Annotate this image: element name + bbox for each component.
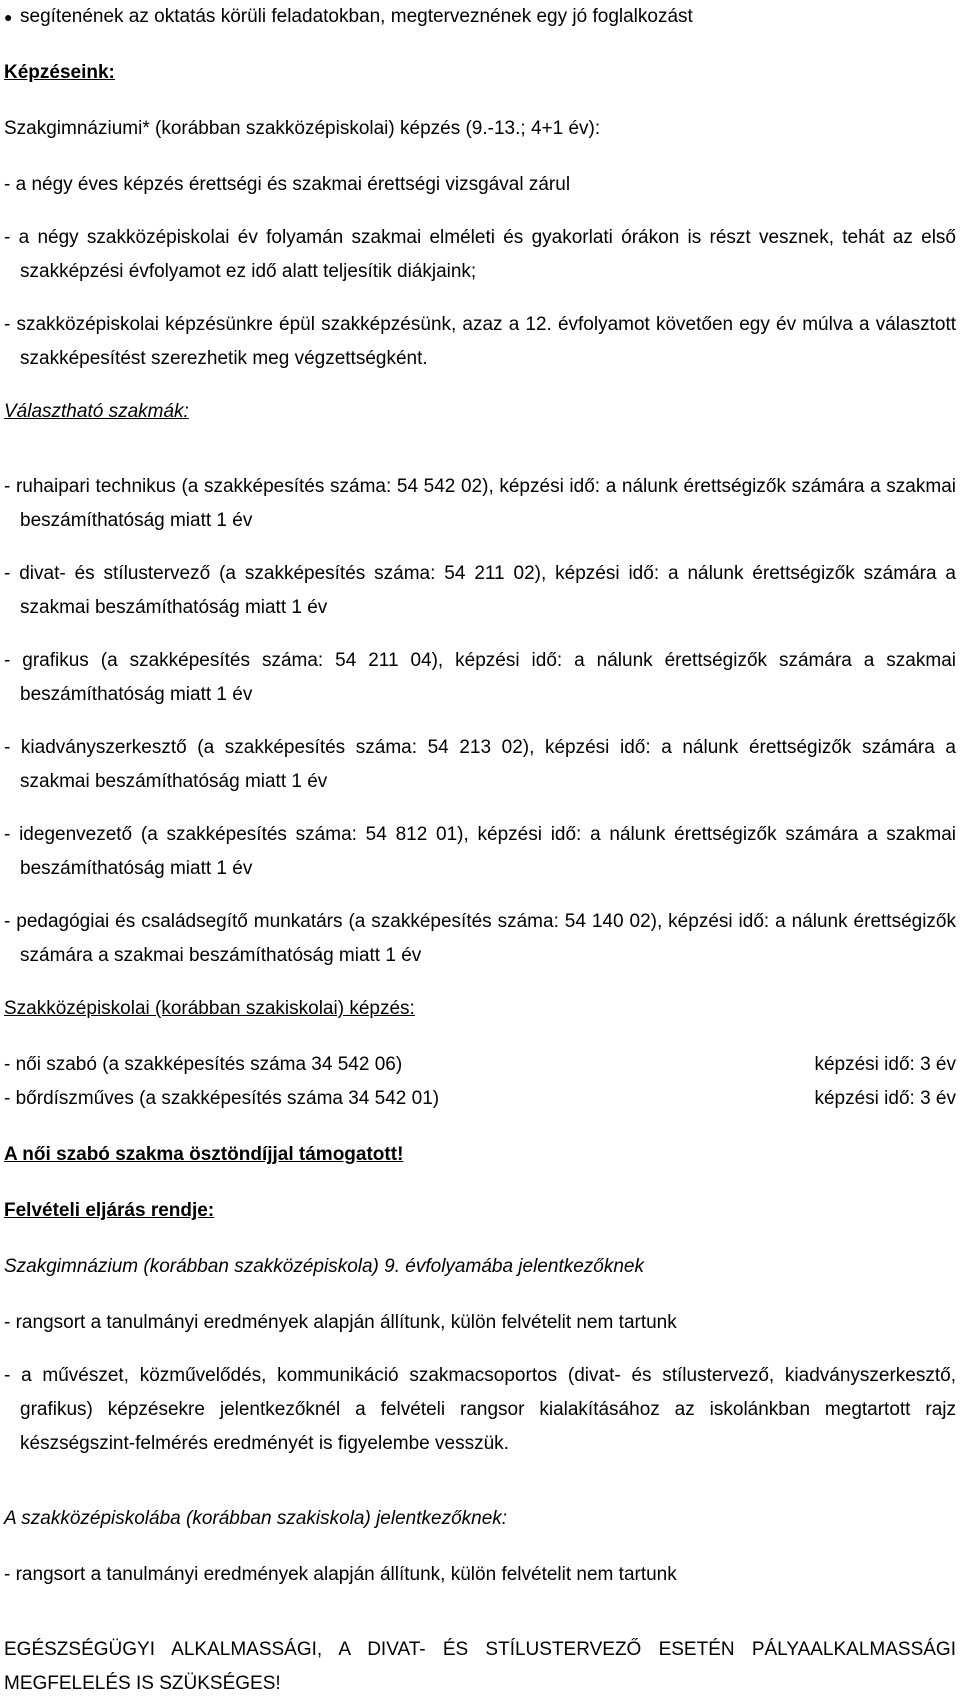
felveteli-szakgimn-item-1: - rangsort a tanulmányi eredmények alapján állítunk, külön felvételit nem tartunk — [4, 1312, 677, 1333]
szakgimn-item-2: - a négy szakközépiskolai év folyamán szakmai elméleti és gyakorlati órákon is részt vesznek, tehát az első szakképzési évfolyamot ez idő alatt teljesítik diákjaink; — [4, 227, 956, 282]
intro-bullet-item — [4, 0, 956, 34]
felveteli-szakkozep-heading: A szakközépiskolába (korábban szakiskola) jelentkezőknek: — [4, 1508, 508, 1529]
szakkozep-row-left: - bőrdíszműves (a szakképesítés száma 34 542 01) — [4, 1088, 440, 1109]
felveteli-szakgimn-heading: Szakgimnázium (korábban szakközépiskola) 9. évfolyamába jelentkezőknek — [4, 1256, 644, 1277]
szakgimn-item-3: - szakközépiskolai képzésünkre épül szakképzésünk, azaz a 12. évfolyamot követően egy év múlva a választott szakképesítést szerezhetik meg végzettségként. — [4, 314, 956, 369]
osztondij-note: A női szabó szakma ösztöndíjjal támogatott! — [4, 1144, 404, 1165]
bullet-icon: ● — [4, 9, 13, 25]
szakma-item-divat: - divat- és stílustervező (a szakképesítés száma: 54 211 02), képzési idő: a nálunk érettségizők számára a szakmai beszámíthatóság miatt 1 év — [4, 563, 956, 618]
szakma-item-idegenvezeto: - idegenvezető (a szakképesítés száma: 54 812 01), képzési idő: a nálunk érettségizők számára a szakmai beszámíthatóság miatt 1 év — [4, 824, 956, 879]
intro-bullet-text: segítenének az oktatás körüli feladatokban, megterveznének egy jó foglalkozást — [20, 6, 693, 27]
szakkozep-row-bordiszmuves — [4, 1082, 956, 1116]
felveteli-heading: Felvételi eljárás rendje: — [4, 1200, 215, 1221]
szakkozep-row-right: képzési idő: 3 év — [814, 1088, 956, 1109]
felveteli-szakkozep-item-1: - rangsort a tanulmányi eredmények alapján állítunk, külön felvételit nem tartunk — [4, 1564, 677, 1585]
szakma-item-kiadvany: - kiadványszerkesztő (a szakképesítés száma: 54 213 02), képzési idő: a nálunk érettségizők számára a szakmai beszámíthatóság miatt 1 év — [4, 737, 956, 792]
szakma-item-ruhaipari: - ruhaipari technikus (a szakképesítés száma: 54 542 02), képzési idő: a nálunk érettségizők számára a szakmai beszámíthatóság miatt 1 év — [4, 476, 956, 531]
szakkozep-row-right: képzési idő: 3 év — [814, 1054, 956, 1075]
szakgimn-title: Szakgimnáziumi* (korábban szakközépiskolai) képzés (9.-13.; 4+1 év): — [4, 118, 601, 139]
szakkozep-row-left: - női szabó (a szakképesítés száma 34 542 06) — [4, 1054, 403, 1075]
szakkozep-row-noi-szabo — [4, 1048, 956, 1082]
szakgimn-item-1: - a négy éves képzés érettségi és szakmai érettségi vizsgával zárul — [4, 174, 571, 195]
szakma-item-pedagogiai: - pedagógiai és családsegítő munkatárs (a szakképesítés száma: 54 140 02), képzési idő: a nálunk érettségizők számára a szakmai beszámíthatóság miatt 1 év — [4, 911, 956, 966]
felveteli-szakgimn-item-2: - a művészet, közművelődés, kommunikáció szakmacsoportos (divat- és stílustervező, kiadványszerkesztő, grafikus) képzésekre jelentkezőknél a felvételi rangsor kialakításához az iskolánkban megtartott rajz készségszint-felmérés eredményét is figyelembe vesszük. — [4, 1365, 956, 1454]
final-note: EGÉSZSÉGÜGYI ALKALMASSÁGI, A DIVAT- ÉS STÍLUSTERVEZŐ ESETÉN PÁLYAALKALMASSÁGI MEGFELELÉS IS SZÜKSÉGES! — [4, 1639, 956, 1694]
szakkozep-heading: Szakközépiskolai (korábban szakiskolai) képzés: — [4, 998, 415, 1019]
kepzeseink-heading: Képzéseink: — [4, 62, 115, 83]
szakmak-heading: Választható szakmák: — [4, 401, 189, 422]
szakma-item-grafikus: - grafikus (a szakképesítés száma: 54 211 04), képzési idő: a nálunk érettségizők számára a szakmai beszámíthatóság miatt 1 év — [4, 650, 956, 705]
